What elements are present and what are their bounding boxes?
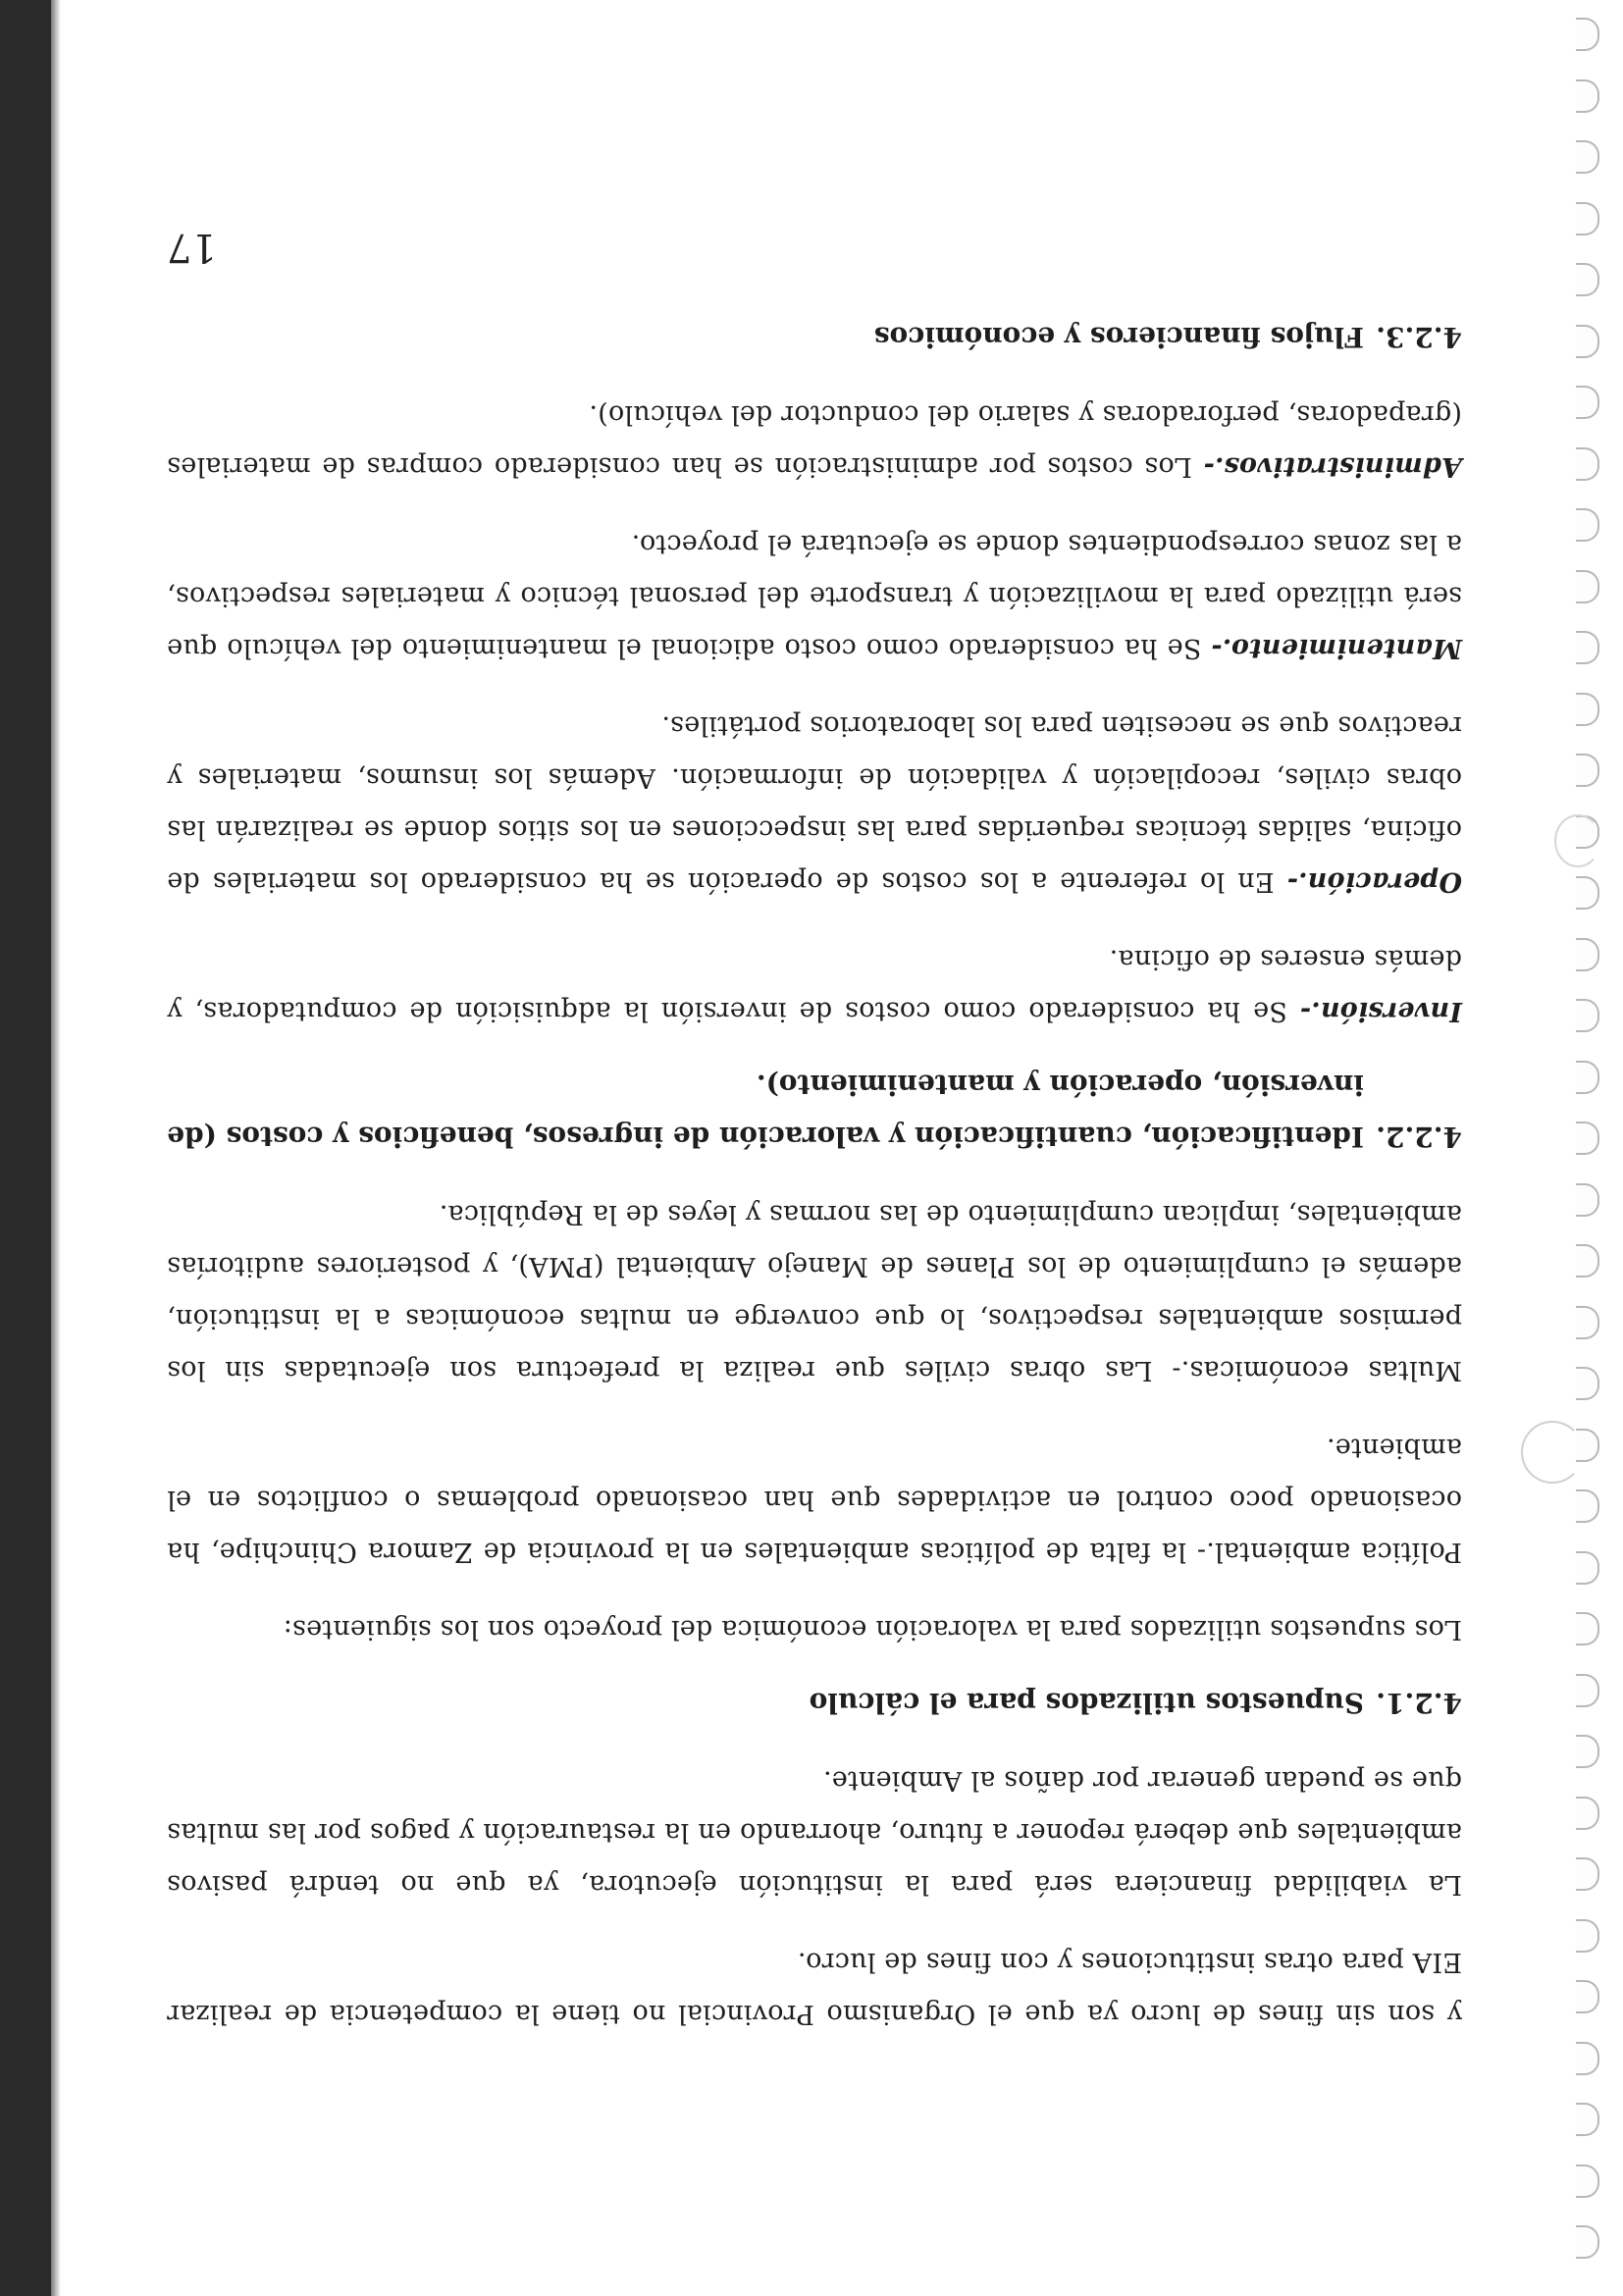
binding-ring-decoration: [1521, 1421, 1584, 1484]
binding-hole: [1576, 2042, 1599, 2075]
scan-edge-shadow: [51, 0, 61, 2296]
mantenimiento-text: Se ha considerado como costo adicional el mantenimiento del vehículo que será utilizado para la movilización y transporte del personal técnico y materiales respectivos, a las zonas correspondientes donde se ejecutará el proyecto.: [167, 529, 1462, 663]
paragraph-multas-economicas: Multas económicas.- Las obras civiles que realiza la prefectura son ejecutadas sin los permisos ambientales respectivos, lo que converge en multas económicas a la institución, además el cumplimiento de los Planes de Manejo Ambiental (PMA), y posteriores auditorías ambientales, implican cumplimiento de las normas y leyes de la República.: [167, 1199, 1462, 1385]
binding-hole: [1576, 325, 1599, 358]
page-number: 17: [167, 225, 217, 270]
binding-hole: [1576, 508, 1599, 542]
binding-hole: [1576, 1919, 1599, 1953]
binding-hole: [1576, 2225, 1599, 2259]
binding-hole: [1576, 1183, 1599, 1217]
binding-hole: [1576, 570, 1599, 603]
binding-hole: [1576, 1551, 1599, 1585]
binding-ring-decoration: [1554, 814, 1601, 867]
heading-number: 4.2.3.: [1376, 321, 1462, 353]
paragraph-administrativos: [167, 389, 1462, 493]
paragraph-politica-ambiental: Política ambiental.- la falta de políticas ambientales en la provincia de Zamora Chinchipe, ha ocasionado poco control en actividades que han ocasionado problemas o conflictos en el ambiente.: [167, 1433, 1462, 1567]
binding-hole: [1576, 202, 1599, 235]
binding-hole: [1576, 1797, 1599, 1830]
binding-hole: [1576, 938, 1599, 971]
binding-hole: [1576, 386, 1599, 419]
binding-hole: [1576, 2103, 1599, 2136]
scan-edge: [0, 0, 51, 2296]
paragraph-intro: y son sin fines de lucro ya que el Organismo Provincial no tiene la competencia de realizar EIA para otras instituciones y con fines de lucro.: [167, 1947, 1462, 2029]
binding-hole: [1576, 79, 1599, 113]
term-administrativos: Administrativos.-: [1203, 451, 1462, 482]
binding-hole: [1576, 447, 1599, 481]
text-body: [167, 289, 1462, 2040]
binding-hole: [1576, 1980, 1599, 2013]
binding-hole: [1576, 693, 1599, 726]
binding-hole: [1576, 1857, 1599, 1891]
binding-hole: [1576, 1306, 1599, 1339]
heading-number: 4.2.2.: [1376, 1121, 1462, 1153]
binding-hole: [1576, 1735, 1599, 1768]
binding-hole: [1576, 263, 1599, 296]
binding-hole: [1576, 1244, 1599, 1278]
paragraph-mantenimiento: [167, 518, 1462, 674]
heading-title: Identificación, cuantificación y valoración de ingresos, beneficios y costos (de inversión, operación y mantenimiento).: [167, 1069, 1364, 1153]
heading-4-2-3: [167, 311, 1462, 363]
page-content: [167, 182, 1462, 2134]
binding-hole: [1576, 2165, 1599, 2198]
heading-title: Supuestos utilizados para el cálculo: [809, 1687, 1364, 1719]
binding-hole: [1576, 1367, 1599, 1400]
binding-hole: [1576, 1122, 1599, 1155]
binding-hole: [1576, 754, 1599, 787]
binding-hole: [1576, 876, 1599, 910]
paragraph-operacion: [167, 700, 1462, 908]
paragraph-inversion: [167, 933, 1462, 1037]
binding-hole: [1576, 1674, 1599, 1707]
inversion-text: Se ha considerado como costos de inversión la adquisición de computadoras, y demás enseres de oficina.: [167, 944, 1462, 1026]
binding-hole: [1576, 1612, 1599, 1645]
term-inversion: Inversión.-: [1299, 996, 1462, 1026]
binding-hole: [1576, 1489, 1599, 1523]
binding-hole: [1576, 1061, 1599, 1094]
binding-hole: [1576, 140, 1599, 174]
paragraph-supuestos-intro: Los supuestos utilizados para la valoración económica del proyecto son los siguientes:: [283, 1614, 1462, 1644]
heading-4-2-1: [167, 1677, 1462, 1729]
heading-4-2-2: [167, 1059, 1462, 1163]
heading-number: 4.2.1.: [1376, 1687, 1462, 1719]
operacion-text: En lo referente a los costos de operación se ha considerado los materiales de oficina, salidas técnicas requeridas para las inspecciones en los sitios donde se realizarán las obras civiles, recopilación y validación de información. Además los insumos, materiales y reactivos que se necesiten para los laboratorios portátiles.: [167, 710, 1462, 897]
paragraph-viabilidad: La viabilidad financiera será para la institución ejecutora, ya que no tendrá pasivos ambientales que deberá reponer a futuro, ahorrando en la restauración y pagos por las multas que se puedan generar por daños al Ambiente.: [167, 1765, 1462, 1900]
administrativos-text: Los costos por administración se han considerado compras de materiales (grapadoras, perforadoras y salario del conductor del vehículo).: [167, 399, 1462, 482]
term-operacion: Operación.-: [1286, 866, 1462, 897]
spiral-binding: [1564, 0, 1623, 2296]
binding-hole: [1576, 999, 1599, 1032]
binding-hole: [1576, 18, 1599, 51]
term-mantenimiento: Mantenimiento.-: [1211, 633, 1462, 663]
binding-hole: [1576, 631, 1599, 664]
heading-title: Flujos financieros y económicos: [873, 321, 1364, 353]
